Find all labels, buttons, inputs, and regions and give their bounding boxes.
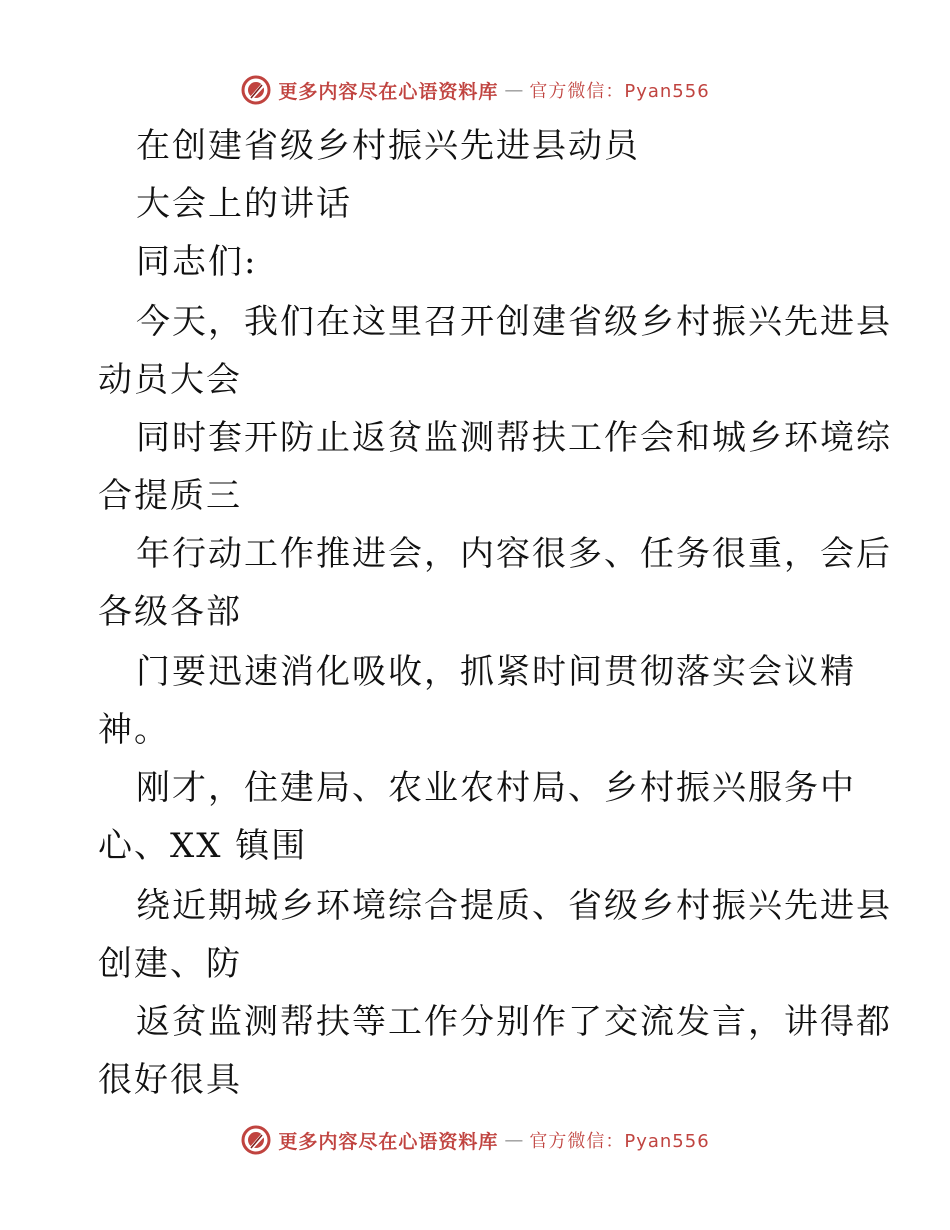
paragraph-line: 创建、防 (98, 944, 242, 984)
paragraph-line: 神。 (98, 710, 170, 750)
watermark-separator: — (504, 1129, 524, 1151)
document-title-line-2: 大会上的讲话 (136, 184, 352, 224)
footer-watermark-banner (0, 1122, 950, 1158)
paragraph-line: 绕近期城乡环境综合提质、省级乡村振兴先进县 (136, 886, 892, 926)
watermark-brand-text: 更多内容尽在心语资料库 (278, 80, 499, 103)
watermark-separator: — (504, 79, 524, 101)
paragraph-line: 很好很具 (98, 1060, 242, 1100)
watermark-contact-text: 官方微信：Pyan556 (529, 81, 710, 102)
header-watermark-banner (0, 72, 950, 108)
paragraph-line: 心、XX 镇围 (98, 826, 308, 866)
paragraph-line: 合提质三 (98, 476, 242, 516)
paragraph-line: 各级各部 (98, 592, 242, 632)
watermark-brand-text: 更多内容尽在心语资料库 (278, 1130, 499, 1153)
paragraph-line: 同时套开防止返贫监测帮扶工作会和城乡环境综 (136, 418, 892, 458)
paragraph-line: 动员大会 (98, 360, 242, 400)
paragraph-line: 年行动工作推进会，内容很多、任务很重，会后 (136, 534, 892, 574)
document-title-line-1: 在创建省级乡村振兴先进县动员 (136, 126, 640, 166)
paragraph-line: 门要迅速消化吸收，抓紧时间贯彻落实会议精 (136, 652, 856, 692)
paragraph-line: 返贫监测帮扶等工作分别作了交流发言，讲得都 (136, 1002, 892, 1042)
salutation-line: 同志们: (136, 242, 258, 282)
pen-seal-icon (240, 74, 272, 106)
paragraph-line: 刚才，住建局、农业农村局、乡村振兴服务中 (136, 768, 856, 808)
paragraph-line: 今天，我们在这里召开创建省级乡村振兴先进县 (136, 302, 892, 342)
watermark-contact-text: 官方微信：Pyan556 (529, 1131, 710, 1152)
pen-seal-icon (240, 1124, 272, 1156)
